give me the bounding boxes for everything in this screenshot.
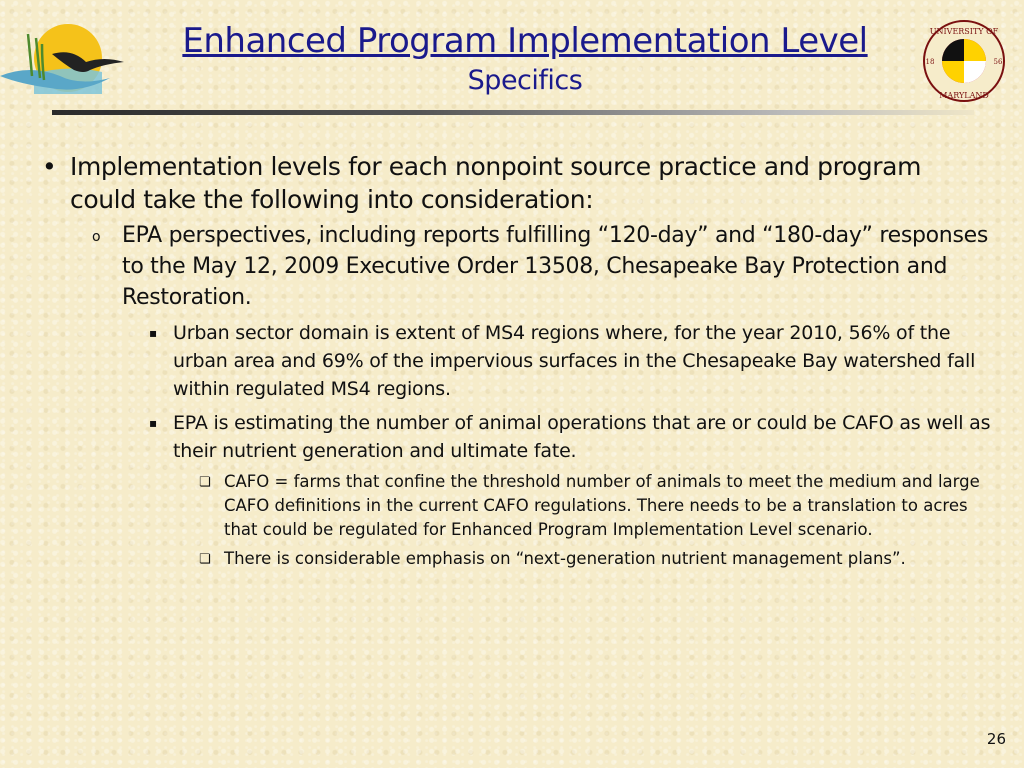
bullet-sub-sub-2-text: EPA is estimating the number of animal operations that are or could be CAFO as well as their nutrient generation and ultimate fate. xyxy=(173,412,991,462)
bullet-sub-sub-1 xyxy=(149,319,992,403)
bullet-main-text: Implementation levels for each nonpoint source practice and program could take the following into consideration: xyxy=(70,152,922,214)
bullet-detail-2-text: There is considerable emphasis on “next-generation nutrient management plans”. xyxy=(224,549,906,568)
square-marker: ▪ xyxy=(149,416,157,430)
bullet-main xyxy=(42,150,992,216)
square-marker: ▪ xyxy=(149,326,157,340)
slide-subtitle: Specifics xyxy=(467,65,583,96)
slide-title: Enhanced Program Implementation Level xyxy=(182,21,868,61)
circle-marker: o xyxy=(92,229,101,245)
seal-text-top: UNIVERSITY OF xyxy=(929,27,999,36)
bullet-marker: • xyxy=(42,152,57,181)
bullet-sub xyxy=(92,220,992,313)
bird-sun-logo xyxy=(0,14,130,100)
seal-text-bottom: MARYLAND xyxy=(939,91,989,100)
bullet-sub-sub-2 xyxy=(149,409,992,465)
box-marker: ❏ xyxy=(199,475,211,490)
box-marker: ❏ xyxy=(199,552,211,567)
bullet-sub-text: EPA perspectives, including reports fulfilling “120-day” and “180-day” responses to the May 12, 2009 Executive Order 13508, Chesapeake Bay Protection and Restoration. xyxy=(122,223,989,310)
bullet-detail-1 xyxy=(199,470,992,542)
page-number: 26 xyxy=(986,730,1006,748)
seal-year-right: 56 xyxy=(993,58,1003,66)
slide-content xyxy=(42,150,992,571)
bullet-detail-2 xyxy=(199,547,992,571)
title-divider xyxy=(52,110,974,115)
bullet-sub-sub-1-text: Urban sector domain is extent of MS4 regions where, for the year 2010, 56% of the urban area and 69% of the impervious surfaces in the Chesapeake Bay watershed fall within regulated MS4 regions. xyxy=(173,322,976,400)
title-area xyxy=(130,18,920,98)
seal-year-left: 18 xyxy=(925,58,935,66)
bullet-detail-1-text: CAFO = farms that confine the threshold number of animals to meet the medium and large CAFO definitions in the current CAFO regulations. There needs to be a translation to acres that could be regulated for Enhanced Program Implementation Level scenario. xyxy=(224,472,980,539)
university-seal-logo xyxy=(918,18,1010,104)
